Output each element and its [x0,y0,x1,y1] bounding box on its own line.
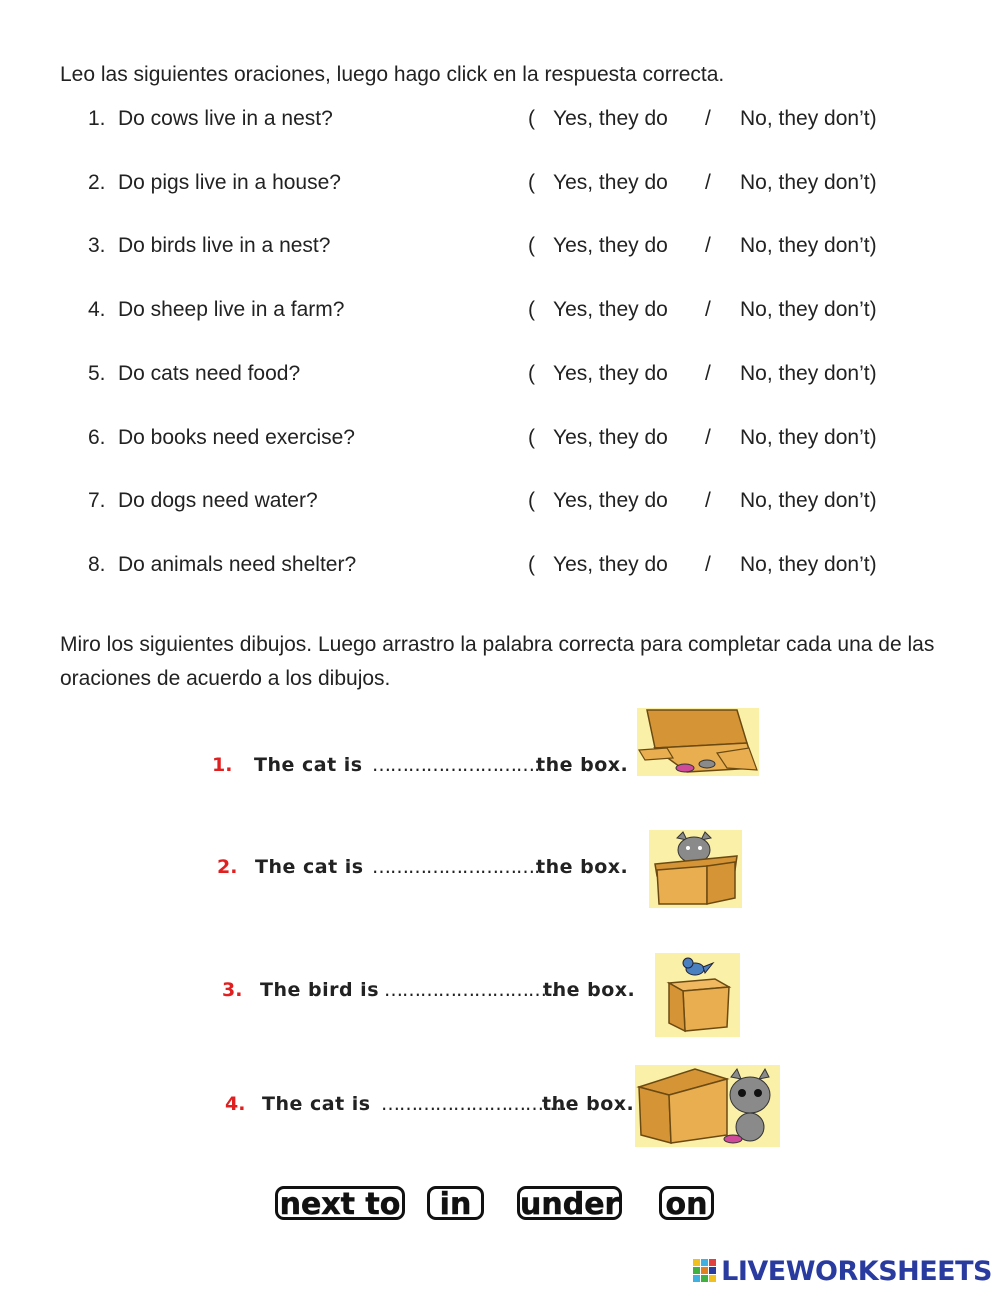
question-row [88,171,918,201]
drop-blank[interactable]: ……………………….. [384,979,557,1001]
question-row [88,362,918,392]
sentence-start: The bird is [260,979,380,1001]
cat-in-box-illustration [649,830,742,908]
question-number: 7. [88,489,106,512]
answer-yes-option[interactable]: Yes, they do [553,234,668,257]
question-number: 1. [88,107,106,130]
option-separator: / [705,171,711,194]
option-separator: / [705,298,711,321]
question-text: Do pigs live in a house? [118,171,341,194]
sentence-number: 3. [222,979,243,1001]
question-number: 5. [88,362,106,385]
question-text: Do sheep live in a farm? [118,298,345,321]
picture-cat-under-box [637,708,759,776]
picture-cat-next-to-box [635,1065,780,1147]
instruction-2: Miro los siguientes dibujos. Luego arrastro la palabra correcta para completar cada una de las oraciones de acuerdo a los dibujos. [60,633,935,690]
liveworksheets-logo [692,1255,992,1287]
drop-blank[interactable]: …………………………. [372,856,558,878]
answer-no-option[interactable]: No, they don’t) [740,426,877,449]
open-paren: ( [528,298,535,321]
picture-bird-on-box [655,953,740,1037]
sentence-end: the box. [536,754,629,776]
box-illustration [637,708,759,776]
question-text: Do animals need shelter? [118,553,357,576]
open-paren: ( [528,426,535,449]
sentence-start: The cat is [254,754,363,776]
option-separator: / [705,362,711,385]
sentence-end: the box. [536,856,629,878]
answer-yes-option[interactable]: Yes, they do [553,362,668,385]
sentence-end: the box. [543,979,636,1001]
question-number: 2. [88,171,106,194]
option-separator: / [705,234,711,257]
question-number: 8. [88,553,106,576]
word-chip-on[interactable]: on [659,1186,714,1220]
answer-no-option[interactable]: No, they don’t) [740,234,877,257]
liveworksheets-logo-icon [692,1258,718,1284]
picture-cat-in-box [649,830,742,908]
answer-yes-option[interactable]: Yes, they do [553,298,668,321]
open-paren: ( [528,107,535,130]
option-separator: / [705,426,711,449]
question-row [88,426,918,456]
answer-yes-option[interactable]: Yes, they do [553,553,668,576]
open-paren: ( [528,234,535,257]
open-paren: ( [528,171,535,194]
question-number: 4. [88,298,106,321]
question-text: Do books need exercise? [118,426,355,449]
logo-text: LIVEWORKSHEETS [721,1255,992,1287]
question-row [88,489,918,519]
answer-yes-option[interactable]: Yes, they do [553,489,668,512]
word-chip-next-to[interactable]: next to [275,1186,405,1220]
word-chip-under[interactable]: under [517,1186,622,1220]
question-number: 6. [88,426,106,449]
question-row [88,298,918,328]
sentence-number: 4. [225,1093,246,1115]
sentence-start: The cat is [262,1093,371,1115]
drop-blank[interactable]: …………………………. [372,754,558,776]
question-text: Do cows live in a nest? [118,107,333,130]
drop-blank[interactable]: …………………………. [381,1093,567,1115]
instruction-1: Leo las siguientes oraciones, luego hago click en la respuesta correcta. [60,63,725,86]
question-row [88,234,918,264]
answer-no-option[interactable]: No, they don’t) [740,489,877,512]
sentence-number: 2. [217,856,238,878]
answer-yes-option[interactable]: Yes, they do [553,426,668,449]
answer-no-option[interactable]: No, they don’t) [740,107,877,130]
open-paren: ( [528,362,535,385]
question-number: 3. [88,234,106,257]
answer-yes-option[interactable]: Yes, they do [553,171,668,194]
sentence-4 [225,1093,645,1129]
sentence-1 [212,754,632,790]
option-separator: / [705,107,711,130]
sentence-number: 1. [212,754,233,776]
bird-on-box-illustration [655,953,740,1037]
question-row [88,553,918,583]
sentence-start: The cat is [255,856,364,878]
cat-next-to-box-illustration [635,1065,780,1147]
open-paren: ( [528,489,535,512]
open-paren: ( [528,553,535,576]
answer-no-option[interactable]: No, they don’t) [740,298,877,321]
question-row [88,107,918,137]
question-text: Do cats need food? [118,362,301,385]
word-chip-in[interactable]: in [427,1186,484,1220]
question-text: Do dogs need water? [118,489,318,512]
answer-yes-option[interactable]: Yes, they do [553,107,668,130]
question-text: Do birds live in a nest? [118,234,331,257]
sentence-end: the box. [542,1093,635,1115]
answer-no-option[interactable]: No, they don’t) [740,553,877,576]
option-separator: / [705,489,711,512]
answer-no-option[interactable]: No, they don’t) [740,362,877,385]
sentence-3 [222,979,642,1015]
option-separator: / [705,553,711,576]
sentence-2 [217,856,637,892]
answer-no-option[interactable]: No, they don’t) [740,171,877,194]
